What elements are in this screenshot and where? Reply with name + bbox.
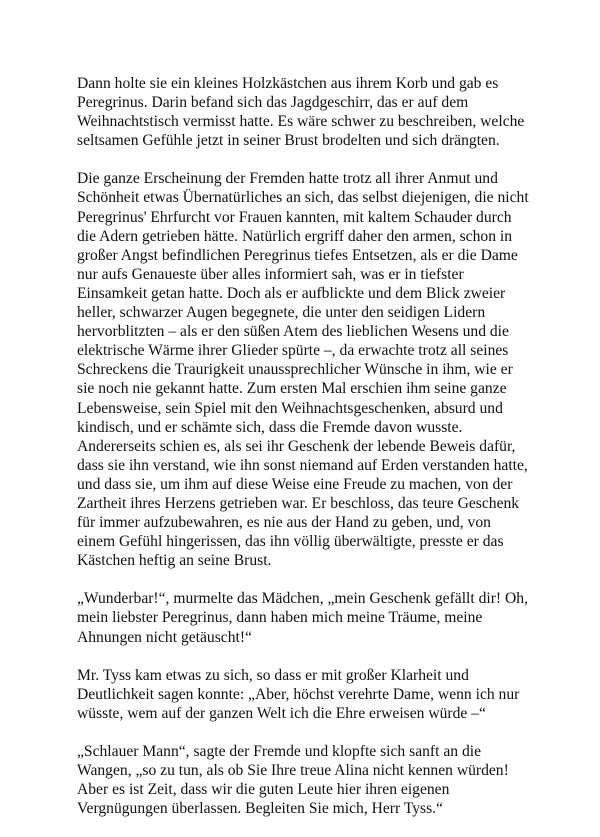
paragraph-1: Dann holte sie ein kleines Holzkästchen aus ihrem Korb und gab es Peregrinus. Darin befand sich das Jagdgeschirr, das er auf dem Weihnachtstisch vermisst hatte. Es wäre schwer zu beschreiben, welche seltsamen Gefühle jetzt in seiner Brust brodelten und sich drängten.: [77, 75, 525, 150]
body-text: [77, 74, 529, 837]
paragraph-4: Mr. Tyss kam etwas zu sich, so dass er mit großer Klarheit und Deutlichkeit sagen konnte: „Aber, höchst verehrte Dame, wenn ich nur wüsste, wem auf der ganzen Welt ich die Ehre erweisen würde –“: [77, 666, 520, 722]
paragraph-2: Die ganze Erscheinung der Fremden hatte trotz all ihrer Anmut und Schönheit etwas Übernatürliches an sich, das selbst diejenigen, die nicht Peregrinus' Ehrfurcht vor Frauen kannten, mit kaltem Schauder durch die Adern getrieben hätte. Natürlich ergriff daher den armen, schon in großer Angst befindlichen Peregrinus tiefes Entsetzen, als er die Dame nur aufs Genaueste über alles informiert sah, was er in tiefster Einsamkeit getan hatte. Doch als er aufblickte und dem Blick zweier heller, schwarzer Augen begegnete, die unter den seidigen Lidern hervorblitzten – als er den süßen Atem des lieblichen Wesens und die elektrische Wärme ihrer Glieder spürte –, da erwachte trotz all seines Schreckens die Traurigkeit unaussprechlicher Wünsche in ihm, wie er sie noch nie gekannt hatte. Zum ersten Mal erschien ihm seine ganze Lebensweise, sein Spiel mit den Weihnachtsgeschenken, absurd und kindisch, und er schämte sich, dass die Fremde davon wusste. Andererseits schien es, als sei ihr Geschenk der lebende Beweis dafür, dass sie ihn verstand, wie ihn sonst niemand auf Erden verstanden hatte, und dass sie, um ihm auf diese Weise eine Freude zu machen, von der Zartheit ihres Herzens getrieben war. Er beschloss, das teure Geschenk für immer aufzubewahren, es nie aus der Hand zu geben, und, von einem Gefühl hingerissen, das ihn völlig überwältigte, presste er das Kästchen heftig an seine Brust.: [77, 170, 529, 570]
paragraph-5: „Schlauer Mann“, sagte der Fremde und klopfte sich sanft an die Wangen, „so zu tun, als ob Sie Ihre treue Alina nicht kennen würden! Aber es ist Zeit, dass wir die guten Leute hier ihren eigenen Vergnügungen überlassen. Begleiten Sie mich, Herr Tyss.“: [77, 742, 509, 818]
paragraph-3: „Wunderbar!“, murmelte das Mädchen, „mein Geschenk gefällt dir! Oh, mein liebster Peregrinus, dann haben mich meine Träume, meine Ahnungen nicht getäuscht!“: [77, 590, 528, 646]
